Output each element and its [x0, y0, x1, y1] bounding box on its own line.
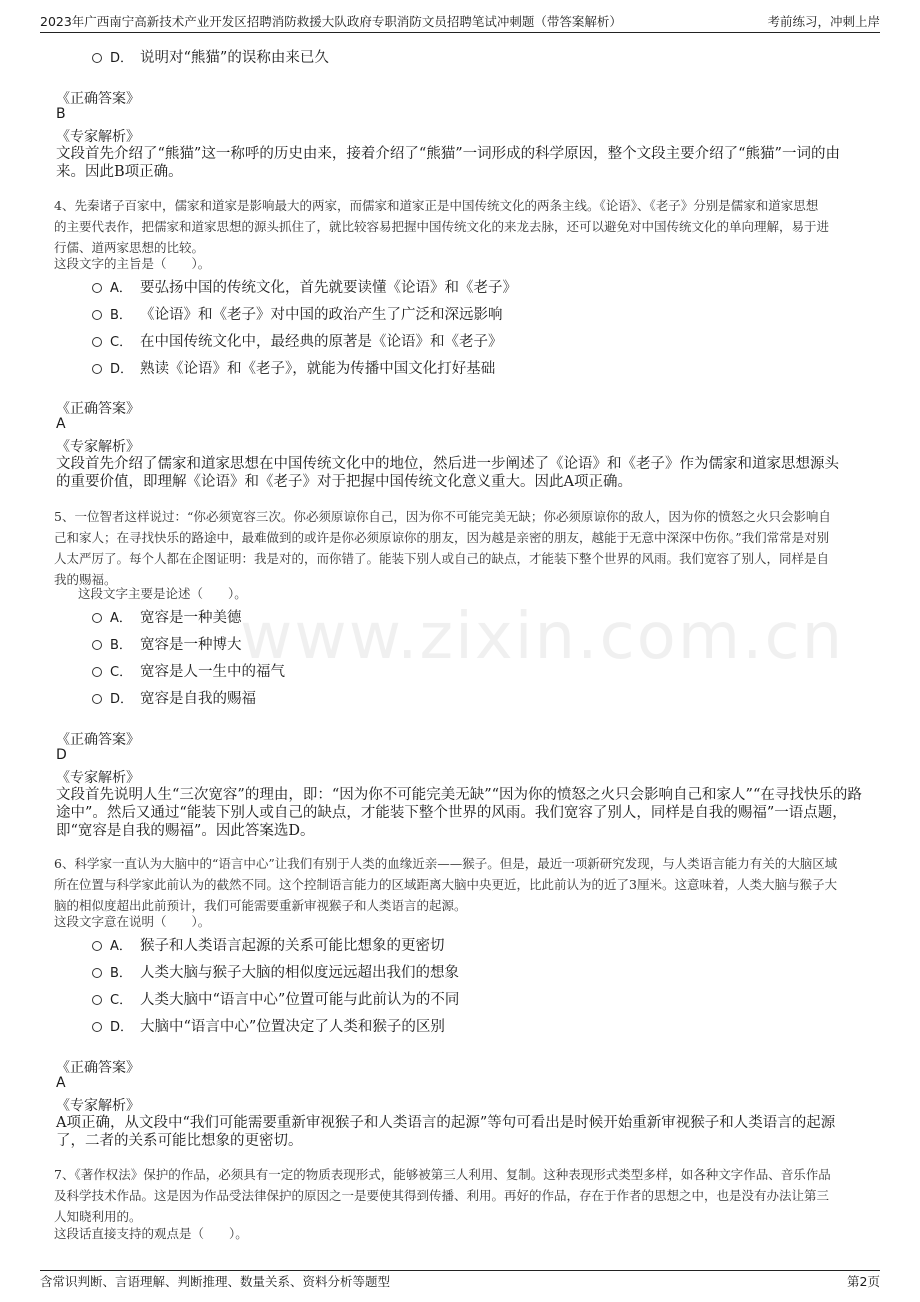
q6-option-c[interactable]: C． 人类大脑中“语言中心”位置可能与此前认为的不同	[92, 988, 459, 1008]
answer-label: 《正确答案》	[56, 732, 140, 748]
answer-label: 《正确答案》	[56, 401, 140, 417]
q6-option-b[interactable]: B． 人类大脑与猴子大脑的相似度远远超出我们的想象	[92, 961, 459, 981]
header-slogan: 考前练习，冲刺上岸	[767, 14, 880, 29]
q6-option-a[interactable]: A． 猴子和人类语言起源的关系可能比想象的更密切	[92, 934, 445, 954]
radio-icon[interactable]	[92, 995, 102, 1005]
question-5-text: 5、一位智者这样说过：“你必须宽容三次。你必须原谅你自己，因为你不可能完美无缺；你必须原谅你的敌人，因为你的愤怒之火只会影响自 己和家人；在寻找快乐的路途中，最难做到的或许是你必须原谅你的朋友，因为越是亲密的朋友，越能于无意中深深中伤你。”我们常常是对别 人太严厉了。每个人都在企图证明：我是对的，而你错了。能装下别人或自己的缺点，才能装下整个世界的风雨。我们宽容了别人，同样是自 我的赐福。	[54, 509, 831, 587]
answer-value: B	[56, 106, 66, 122]
question-4-text: 4、先秦诸子百家中，儒家和道家是影响最大的两家，而儒家和道家正是中国传统文化的两条主线。《论语》、《老子》分别是儒家和道家思想 的主要代表作，把儒家和道家思想的源头抓住了，就比较容易把握中国传统文化的来龙去脉，还可以避免对中国传统文化的单向理解，易于进 行儒、道两家思想的比较。	[54, 198, 830, 255]
page-footer	[40, 1270, 880, 1291]
radio-icon[interactable]	[92, 694, 102, 704]
radio-icon[interactable]	[92, 310, 102, 320]
question-stem: 这段话直接支持的观点是（ ）。	[54, 1226, 248, 1241]
footer-note: 含常识判断、言语理解、判断推理、数量关系、资料分析等题型	[40, 1274, 391, 1289]
radio-icon[interactable]	[92, 337, 102, 347]
answer-value: A	[56, 1075, 66, 1091]
radio-icon[interactable]	[92, 53, 102, 63]
radio-icon[interactable]	[92, 968, 102, 978]
answer-label: 《正确答案》	[56, 91, 140, 107]
question-stem: 这段文字意在说明（ ）。	[54, 914, 211, 929]
analysis-label: 《专家解析》	[56, 770, 140, 786]
analysis-label: 《专家解析》	[56, 1098, 140, 1114]
q4-option-d[interactable]: D． 熟读《论语》和《老子》，就能为传播中国文化打好基础	[92, 357, 495, 377]
question-stem: 这段文字主要是论述（ ）。	[78, 586, 247, 601]
analysis-label: 《专家解析》	[56, 439, 140, 455]
answer-label: 《正确答案》	[56, 1060, 140, 1076]
radio-icon[interactable]	[92, 640, 102, 650]
radio-icon[interactable]	[92, 283, 102, 293]
analysis-text: 文段首先说明人生“三次宽容”的理由，即：“因为你不可能完美无缺”“因为你的愤怒之火只会影响自己和家人”“在寻找快乐的路 途中”。然后又通过“能装下别人或自己的缺点，才能装下整个世界的风雨。我们宽容了别人，同样是自我的赐福”一语点题， 即“宽容是自我的赐福”。因此答案选D。	[56, 787, 862, 839]
watermark: www.zixin.com.cn	[240, 600, 845, 674]
q5-option-b[interactable]: B． 宽容是一种博大	[92, 633, 242, 653]
q6-option-d[interactable]: D． 大脑中“语言中心”位置决定了人类和猴子的区别	[92, 1015, 445, 1035]
question-7-text: 7、《著作权法》保护的作品，必须具有一定的物质表现形式，能够被第三人利用、复制。这种表现形式类型多样，如各种文字作品、音乐作品 及科学技术作品。这是因为作品受法律保护的原因之一是要使其得到传播、利用。再好的作品，存在于作者的思想之中，也是没有办法让第三 人知晓利用的。	[54, 1167, 831, 1224]
radio-icon[interactable]	[92, 1022, 102, 1032]
analysis-label: 《专家解析》	[56, 129, 140, 145]
q5-option-c[interactable]: C． 宽容是人一生中的福气	[92, 660, 285, 680]
page-number: 第2页	[847, 1274, 880, 1289]
radio-icon[interactable]	[92, 941, 102, 951]
answer-value: A	[56, 416, 66, 432]
q4-option-a[interactable]: A． 要弘扬中国的传统文化，首先就要读懂《论语》和《老子》	[92, 276, 517, 296]
q4-option-b[interactable]: B． 《论语》和《老子》对中国的政治产生了广泛和深远影响	[92, 303, 503, 323]
q5-option-a[interactable]: A． 宽容是一种美德	[92, 606, 242, 626]
q3-option-d[interactable]: D． 说明对“熊猫”的误称由来已久	[92, 46, 329, 66]
document-title: 2023年广西南宁高新技术产业开发区招聘消防救援大队政府专职消防文员招聘笔试冲刺题（带答案解析）	[40, 14, 622, 29]
radio-icon[interactable]	[92, 364, 102, 374]
q5-option-d[interactable]: D． 宽容是自我的赐福	[92, 687, 256, 707]
question-stem: 这段文字的主旨是（ ）。	[54, 256, 211, 271]
analysis-text: A项正确，从文段中“我们可能需要重新审视猴子和人类语言的起源”等句可看出是时候开始重新审视猴子和人类语言的起源 了，二者的关系可能比想象的更密切。	[56, 1115, 836, 1149]
answer-value: D	[56, 747, 67, 763]
question-6-text: 6、科学家一直认为大脑中的“语言中心”让我们有别于人类的血缘近亲——猴子。但是，最近一项新研究发现，与人类语言能力有关的大脑区域 所在位置与科学家此前认为的截然不同。这个控制语言能力的区域距离大脑中央更近，比此前认为的近了3厘米。这意味着，人类大脑与猴子大 脑的相似度超出此前预计，我们可能需要重新审视猴子和人类语言的起源。	[54, 856, 838, 913]
analysis-text: 文段首先介绍了儒家和道家思想在中国传统文化中的地位，然后进一步阐述了《论语》和《老子》作为儒家和道家思想源头 的重要价值，即理解《论语》和《老子》对于把握中国传统文化意义重大。因此A项正确。	[56, 456, 839, 490]
analysis-text: 文段首先介绍了“熊猫”这一称呼的历史由来，接着介绍了“熊猫”一词形成的科学原因，整个文段主要介绍了“熊猫”一词的由 来。因此B项正确。	[56, 146, 840, 180]
radio-icon[interactable]	[92, 667, 102, 677]
radio-icon[interactable]	[92, 613, 102, 623]
q4-option-c[interactable]: C． 在中国传统文化中，最经典的原著是《论语》和《老子》	[92, 330, 503, 350]
